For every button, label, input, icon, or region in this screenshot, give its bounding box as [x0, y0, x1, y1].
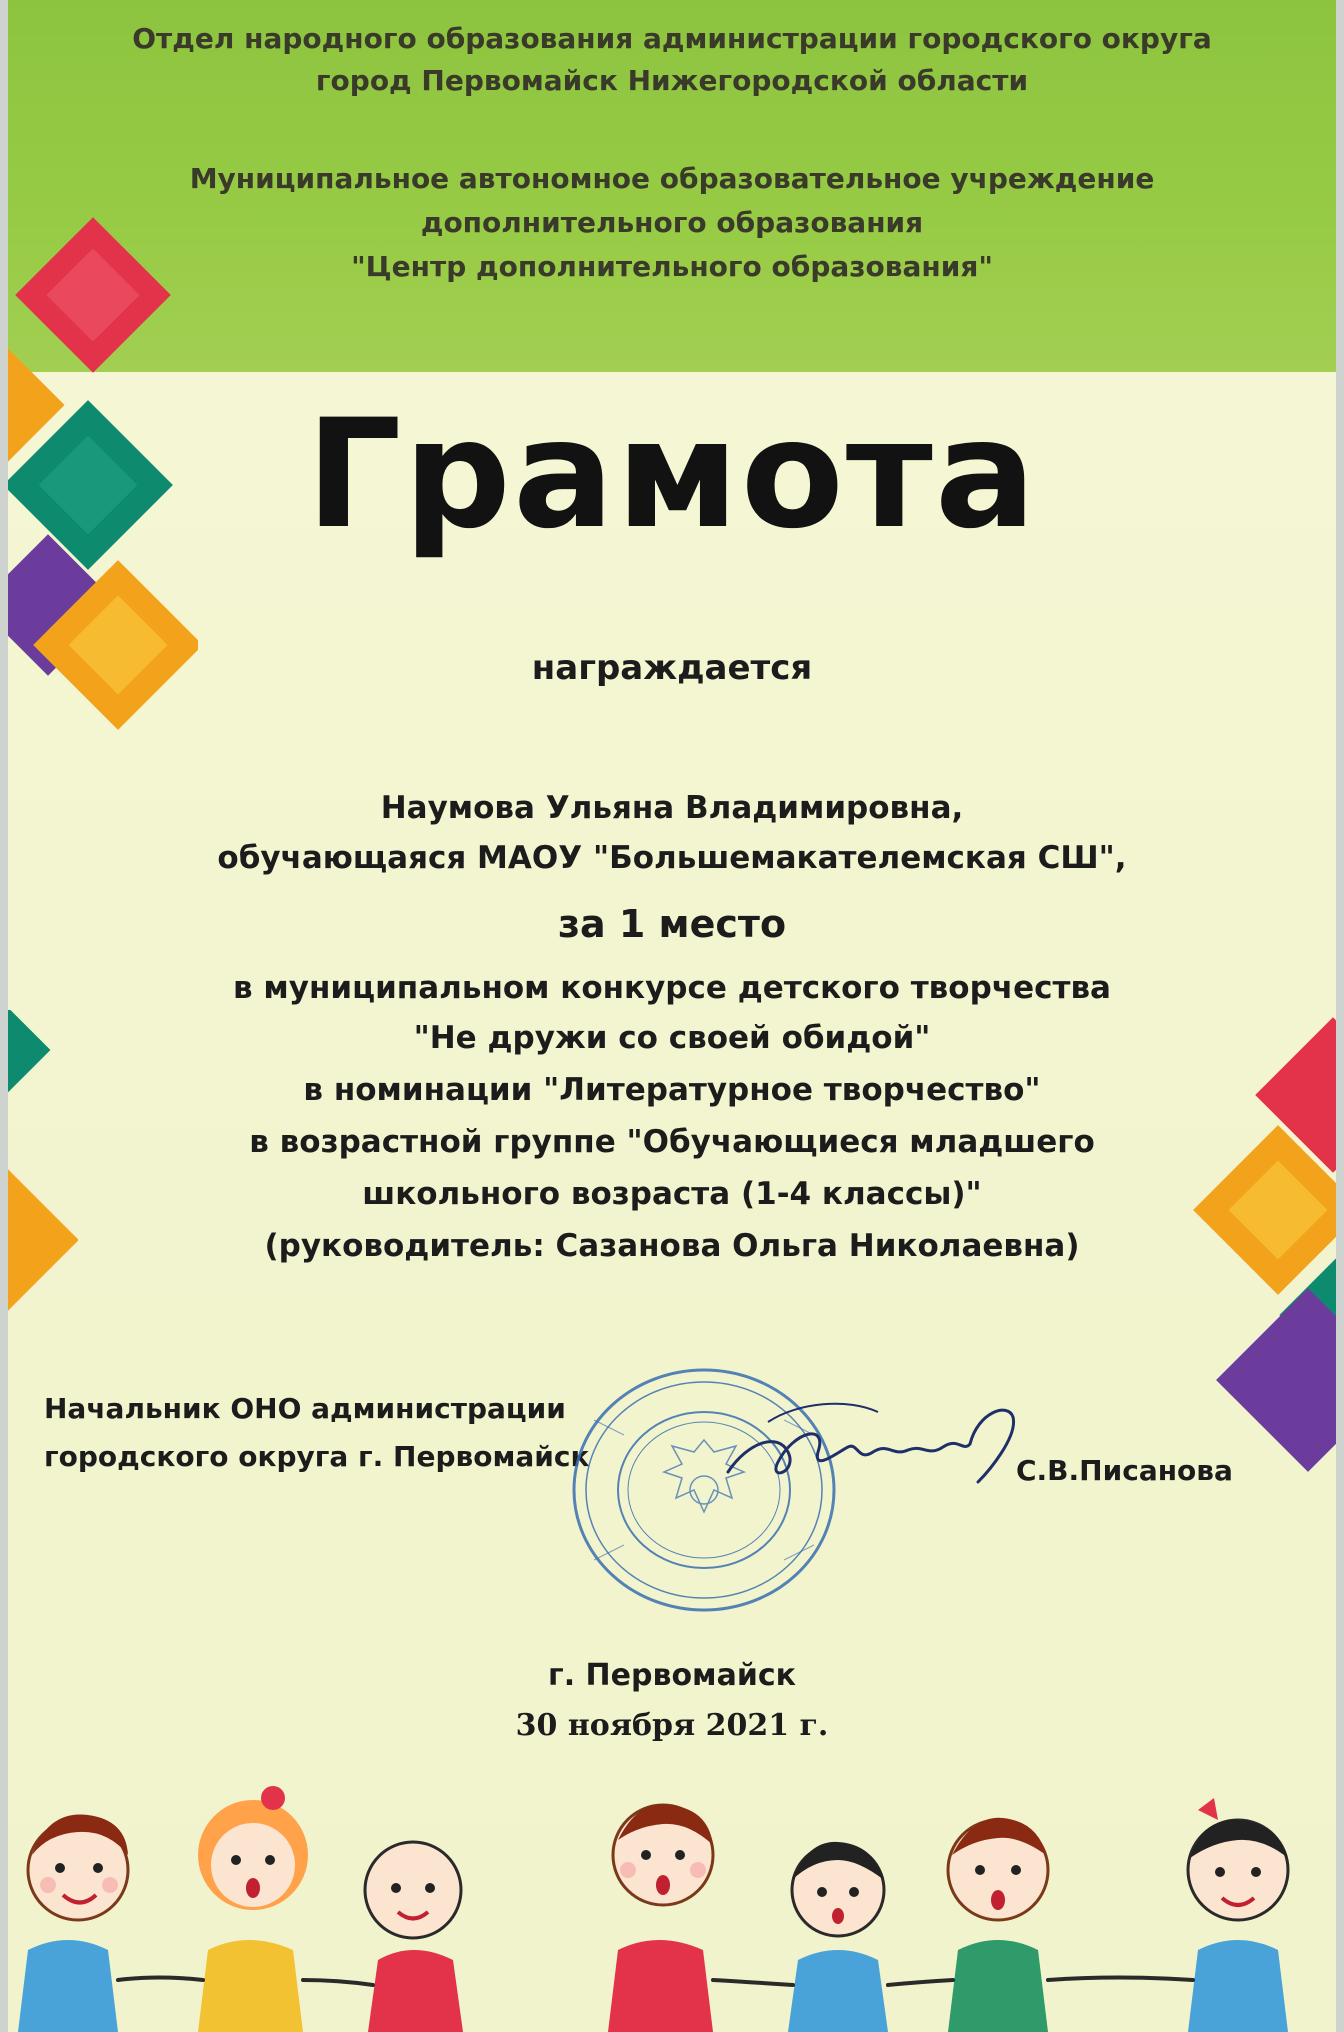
- contest-title: "Не дружи со своей обидой": [413, 1020, 931, 1056]
- contest-age-group-line2: школьного возраста (1-4 классы)": [362, 1176, 982, 1212]
- signatory-position-line2: городского округа г. Первомайск: [44, 1440, 590, 1473]
- child-figure-6: [948, 1818, 1048, 2032]
- header-institution-line2: дополнительного образования: [420, 206, 924, 239]
- contest-supervisor: (руководитель: Сазанова Ольга Николаевна): [264, 1228, 1080, 1264]
- child-figure-5: [788, 1842, 888, 2032]
- child-figure-4: [608, 1804, 713, 2032]
- handwritten-signature: [708, 1392, 1048, 1502]
- signatory-position-line1: Начальник ОНО администрации: [44, 1392, 566, 1425]
- certificate-title: Грамота: [306, 388, 1038, 562]
- children-illustration: [8, 1760, 1336, 2032]
- header-institution-line1: Муниципальное автономное образовательное учреждение: [189, 162, 1155, 195]
- child-figure-2: [198, 1786, 308, 2032]
- recipient-name: Наумова Ульяна Владимировна,: [380, 790, 964, 826]
- header-org-line2: город Первомайск Нижегородской области: [315, 64, 1029, 97]
- certificate-sheet: [8, 0, 1336, 2032]
- contest-age-group-line1: в возрастной группе "Обучающиеся младшего: [249, 1124, 1095, 1160]
- header-institution-line3: "Центр дополнительного образования": [351, 250, 993, 283]
- child-figure-1: [18, 1815, 128, 2032]
- footer-city: г. Первомайск: [548, 1658, 796, 1693]
- contest-line1: в муниципальном конкурсе детского творчества: [233, 970, 1111, 1006]
- footer-date: 30 ноября 2021 г.: [515, 1708, 829, 1743]
- signatory-name: С.В.Писанова: [1016, 1454, 1233, 1487]
- header-band: [8, 0, 1336, 372]
- recipient-school: обучающаяся МАОУ "Большемакателемская СШ",: [217, 840, 1127, 876]
- header-org-line1: Отдел народного образования администрации городского округа: [132, 22, 1212, 55]
- awarded-text: награждается: [531, 648, 813, 688]
- child-figure-7: [1188, 1798, 1288, 2032]
- child-figure-3: [365, 1842, 463, 2032]
- left-decor-squares-lower: [8, 1010, 78, 1330]
- contest-nomination: в номинации "Литературное творчество": [303, 1072, 1041, 1108]
- award-place: за 1 место: [557, 902, 787, 946]
